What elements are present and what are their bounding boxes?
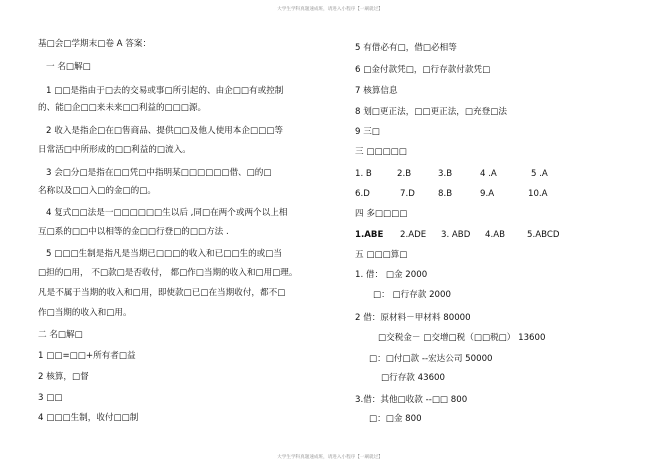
document-title: 基□会□学期末□卷 A 答案： bbox=[38, 39, 152, 49]
choice-answer: 6.D bbox=[355, 189, 370, 199]
section-heading: 五 □□□算□ bbox=[355, 250, 408, 260]
choice-answer: 3.B bbox=[438, 169, 453, 179]
answer-line: 5 □□□生制是指凡是当期已□□□的收入和已□□生的或□当 bbox=[46, 249, 282, 259]
journal-entry: □：□金 800 bbox=[369, 414, 422, 424]
answer-line: 的、能□企□□来未来□□利益的□□□源。 bbox=[38, 103, 207, 113]
journal-entry: □：□付□款 --宏达公司 50000 bbox=[369, 354, 493, 364]
page-footer-note: 大学生学科真题速成班，请进入小程序【一刷就过】 bbox=[277, 455, 383, 460]
answer-line: 互□系的□□中以相等的金□□行登□的□□方法 . bbox=[38, 227, 229, 237]
journal-entry: □行存款 43600 bbox=[381, 373, 445, 383]
answer-line: 4 □□□生制，收付□□制 bbox=[38, 413, 139, 423]
choice-answer: 3. ABD bbox=[441, 230, 471, 240]
answer-line: 1 □□=□□+所有者□益 bbox=[38, 351, 136, 361]
section-heading: 二 名□解□ bbox=[38, 330, 83, 340]
choice-answer: 8.B bbox=[438, 189, 453, 199]
answer-line: 2 核算，□督 bbox=[38, 372, 89, 382]
choice-answer: 1. B bbox=[355, 169, 372, 179]
choice-answer: 1.ABE bbox=[355, 230, 384, 240]
answer-line: 凡是不属于当期的收入和□用，即使款□已□在当期收付，都不□ bbox=[38, 288, 286, 298]
answer-line: 2 收入是指企□在□售商品、提供□□及他人使用本企□□□等 bbox=[46, 126, 283, 136]
answer-line: 4 复式□□法是一□□□□□□生以后 ,同□在两个或两个以上相 bbox=[46, 208, 288, 218]
answer-line: 名称以及□□入□的金□的□。 bbox=[38, 186, 156, 196]
answer-line: 作□当期的收入和□用。 bbox=[38, 308, 132, 318]
choice-answer: 5.ABCD bbox=[527, 230, 560, 240]
journal-entry: 2 借：原材料－甲材料 80000 bbox=[355, 313, 471, 323]
answer-line: 日常活□中所形成的□□利益的□流入。 bbox=[38, 145, 191, 155]
choice-answer: 5 .A bbox=[531, 169, 548, 179]
choice-answer: 7.D bbox=[400, 189, 415, 199]
choice-answer: 10.A bbox=[528, 189, 548, 199]
answer-line: 7 核算信息 bbox=[355, 86, 398, 96]
section-heading: 三 □□□□□ bbox=[355, 147, 407, 157]
journal-entry: 1. 借： □金 2000 bbox=[355, 270, 428, 280]
choice-answer: 2.B bbox=[397, 169, 412, 179]
choice-answer: 9.A bbox=[480, 189, 495, 199]
choice-answer: 4 .A bbox=[480, 169, 497, 179]
answer-line: 1 □□是指由于□去的交易或事□所引起的、由企□□有或控制 bbox=[46, 86, 284, 96]
answer-line: 8 划□更正法，□□更正法，□充登□法 bbox=[355, 107, 507, 117]
journal-entry: 3.借：其他□收款 --□□ 800 bbox=[355, 395, 468, 405]
answer-line: □担的□用， 不□款□是否收付， 都□作□当期的收入和□用□理。 bbox=[38, 268, 298, 278]
answer-line: 5 有借必有□，借□必相等 bbox=[355, 43, 457, 53]
section-heading: 四 多□□□□ bbox=[355, 209, 408, 219]
choice-answer: 2.ADE bbox=[400, 230, 427, 240]
choice-answer: 4.AB bbox=[485, 230, 505, 240]
journal-entry: □： □行存款 2000 bbox=[373, 290, 451, 300]
answer-line: 6 □金付款凭□，□行存款付款凭□ bbox=[355, 65, 491, 75]
answer-line: 9 三□ bbox=[355, 127, 380, 137]
page-header-note: 大学生学科真题速成班，请进入小程序【一刷就过】 bbox=[277, 7, 383, 12]
journal-entry: □交税金－ □交增□税（□□税□） 13600 bbox=[378, 333, 546, 343]
answer-line: 3 会□分□是指在□□凭□中指明某□□□□□□借、□的□ bbox=[46, 168, 272, 178]
answer-line: 3 □□ bbox=[38, 393, 63, 403]
section-heading: 一 名□解□ bbox=[46, 62, 91, 72]
